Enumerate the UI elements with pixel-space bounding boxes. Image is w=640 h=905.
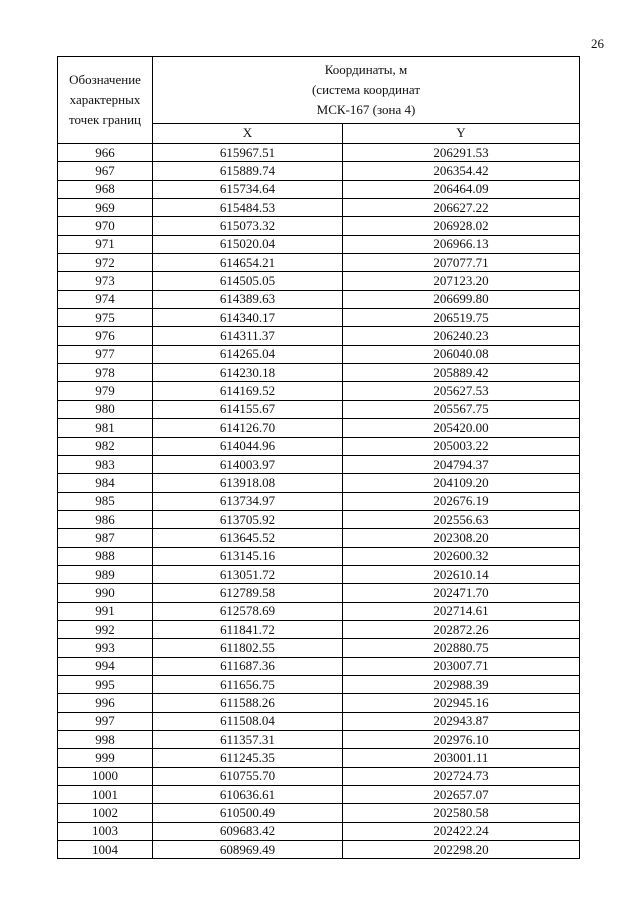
y-coordinate-cell: 206966.13 <box>343 235 580 253</box>
point-number-cell: 974 <box>58 290 153 308</box>
point-number-cell: 986 <box>58 510 153 528</box>
x-coordinate-cell: 610500.49 <box>153 804 343 822</box>
point-number-cell: 973 <box>58 272 153 290</box>
header-coordinates-line: (система координат <box>311 81 421 97</box>
y-coordinate-cell: 206040.08 <box>343 345 580 363</box>
table-row <box>58 437 580 455</box>
point-number-cell: 970 <box>58 217 153 235</box>
header-points-line: точек границ <box>68 112 142 127</box>
point-number-cell: 985 <box>58 492 153 510</box>
header-x: X <box>153 123 343 143</box>
y-coordinate-cell: 205003.22 <box>343 437 580 455</box>
x-coordinate-cell: 608969.49 <box>153 841 343 859</box>
table-row <box>58 144 580 162</box>
table-row <box>58 199 580 217</box>
table-row <box>58 841 580 859</box>
table-row <box>58 272 580 290</box>
point-number-cell: 992 <box>58 620 153 638</box>
table-header <box>58 57 580 144</box>
x-coordinate-cell: 610636.61 <box>153 786 343 804</box>
table-row <box>58 804 580 822</box>
x-coordinate-cell: 614654.21 <box>153 254 343 272</box>
header-points-line: характерных <box>69 92 141 107</box>
x-coordinate-cell: 613734.97 <box>153 492 343 510</box>
table-row <box>58 180 580 198</box>
point-number-cell: 983 <box>58 455 153 473</box>
y-coordinate-cell: 202580.58 <box>343 804 580 822</box>
table-row <box>58 547 580 565</box>
point-number-cell: 996 <box>58 694 153 712</box>
y-coordinate-cell: 206240.23 <box>343 327 580 345</box>
point-number-cell: 998 <box>58 731 153 749</box>
y-coordinate-cell: 207123.20 <box>343 272 580 290</box>
table-row <box>58 474 580 492</box>
x-coordinate-cell: 614155.67 <box>153 400 343 418</box>
header-points <box>58 57 153 144</box>
table-row <box>58 510 580 528</box>
table-row <box>58 639 580 657</box>
y-coordinate-cell: 202976.10 <box>343 731 580 749</box>
x-coordinate-cell: 615020.04 <box>153 235 343 253</box>
table-row <box>58 712 580 730</box>
y-coordinate-cell: 202422.24 <box>343 822 580 840</box>
point-number-cell: 967 <box>58 162 153 180</box>
table-row <box>58 786 580 804</box>
y-coordinate-cell: 206291.53 <box>343 144 580 162</box>
x-coordinate-cell: 613918.08 <box>153 474 343 492</box>
table-row <box>58 767 580 785</box>
point-number-cell: 987 <box>58 529 153 547</box>
table-body <box>58 144 580 859</box>
point-number-cell: 978 <box>58 364 153 382</box>
x-coordinate-cell: 611357.31 <box>153 731 343 749</box>
y-coordinate-cell: 206928.02 <box>343 217 580 235</box>
y-coordinate-cell: 202945.16 <box>343 694 580 712</box>
point-number-cell: 991 <box>58 602 153 620</box>
table-row <box>58 235 580 253</box>
x-coordinate-cell: 611841.72 <box>153 620 343 638</box>
y-coordinate-cell: 205889.42 <box>343 364 580 382</box>
x-coordinate-cell: 612789.58 <box>153 584 343 602</box>
coordinates-table <box>57 56 580 859</box>
y-coordinate-cell: 206354.42 <box>343 162 580 180</box>
point-number-cell: 995 <box>58 675 153 693</box>
x-coordinate-cell: 611656.75 <box>153 675 343 693</box>
x-coordinate-cell: 611245.35 <box>153 749 343 767</box>
x-coordinate-cell: 614340.17 <box>153 309 343 327</box>
y-coordinate-cell: 202600.32 <box>343 547 580 565</box>
point-number-cell: 982 <box>58 437 153 455</box>
point-number-cell: 990 <box>58 584 153 602</box>
y-coordinate-cell: 202943.87 <box>343 712 580 730</box>
x-coordinate-cell: 613645.52 <box>153 529 343 547</box>
point-number-cell: 984 <box>58 474 153 492</box>
y-coordinate-cell: 206464.09 <box>343 180 580 198</box>
point-number-cell: 1001 <box>58 786 153 804</box>
x-coordinate-cell: 615967.51 <box>153 144 343 162</box>
header-coordinates-line: Координаты, м <box>324 61 408 77</box>
point-number-cell: 968 <box>58 180 153 198</box>
y-coordinate-cell: 202308.20 <box>343 529 580 547</box>
x-coordinate-cell: 614230.18 <box>153 364 343 382</box>
y-coordinate-cell: 206699.80 <box>343 290 580 308</box>
point-number-cell: 980 <box>58 400 153 418</box>
point-number-cell: 999 <box>58 749 153 767</box>
x-coordinate-cell: 614003.97 <box>153 455 343 473</box>
x-coordinate-cell: 611687.36 <box>153 657 343 675</box>
y-coordinate-cell: 202988.39 <box>343 675 580 693</box>
page-number: 26 <box>591 36 604 51</box>
point-number-cell: 994 <box>58 657 153 675</box>
point-number-cell: 979 <box>58 382 153 400</box>
header-coordinates <box>153 57 580 124</box>
x-coordinate-cell: 615734.64 <box>153 180 343 198</box>
table-row <box>58 382 580 400</box>
y-coordinate-cell: 205420.00 <box>343 419 580 437</box>
x-coordinate-cell: 610755.70 <box>153 767 343 785</box>
x-coordinate-cell: 614265.04 <box>153 345 343 363</box>
x-coordinate-cell: 613051.72 <box>153 565 343 583</box>
x-coordinate-cell: 611588.26 <box>153 694 343 712</box>
table-row <box>58 822 580 840</box>
table-row <box>58 455 580 473</box>
y-coordinate-cell: 202610.14 <box>343 565 580 583</box>
y-coordinate-cell: 207077.71 <box>343 254 580 272</box>
table-row <box>58 419 580 437</box>
table-row <box>58 694 580 712</box>
y-coordinate-cell: 202714.61 <box>343 602 580 620</box>
x-coordinate-cell: 611508.04 <box>153 712 343 730</box>
x-coordinate-cell: 615073.32 <box>153 217 343 235</box>
table-row <box>58 565 580 583</box>
table-row <box>58 309 580 327</box>
y-coordinate-cell: 203007.71 <box>343 657 580 675</box>
y-coordinate-cell: 202872.26 <box>343 620 580 638</box>
x-coordinate-cell: 613705.92 <box>153 510 343 528</box>
table-row <box>58 364 580 382</box>
x-coordinate-cell: 614044.96 <box>153 437 343 455</box>
y-coordinate-cell: 204794.37 <box>343 455 580 473</box>
header-points-line: Обозначение <box>69 72 141 87</box>
table-row <box>58 731 580 749</box>
table-row <box>58 290 580 308</box>
point-number-cell: 1003 <box>58 822 153 840</box>
x-coordinate-cell: 609683.42 <box>153 822 343 840</box>
y-coordinate-cell: 202298.20 <box>343 841 580 859</box>
table-row <box>58 602 580 620</box>
y-coordinate-cell: 203001.11 <box>343 749 580 767</box>
point-number-cell: 988 <box>58 547 153 565</box>
point-number-cell: 993 <box>58 639 153 657</box>
table-row <box>58 345 580 363</box>
x-coordinate-cell: 614169.52 <box>153 382 343 400</box>
point-number-cell: 972 <box>58 254 153 272</box>
table-row <box>58 584 580 602</box>
table-row <box>58 749 580 767</box>
point-number-cell: 1002 <box>58 804 153 822</box>
table-row <box>58 162 580 180</box>
y-coordinate-cell: 205627.53 <box>343 382 580 400</box>
y-coordinate-cell: 202471.70 <box>343 584 580 602</box>
point-number-cell: 975 <box>58 309 153 327</box>
table-row <box>58 400 580 418</box>
point-number-cell: 969 <box>58 199 153 217</box>
table-row <box>58 254 580 272</box>
point-number-cell: 977 <box>58 345 153 363</box>
y-coordinate-cell: 204109.20 <box>343 474 580 492</box>
header-y: Y <box>343 123 580 143</box>
point-number-cell: 981 <box>58 419 153 437</box>
y-coordinate-cell: 202880.75 <box>343 639 580 657</box>
x-coordinate-cell: 614505.05 <box>153 272 343 290</box>
y-coordinate-cell: 206627.22 <box>343 199 580 217</box>
x-coordinate-cell: 611802.55 <box>153 639 343 657</box>
table-row <box>58 217 580 235</box>
table-row <box>58 675 580 693</box>
table-row <box>58 492 580 510</box>
point-number-cell: 1004 <box>58 841 153 859</box>
y-coordinate-cell: 205567.75 <box>343 400 580 418</box>
x-coordinate-cell: 612578.69 <box>153 602 343 620</box>
x-coordinate-cell: 615484.53 <box>153 199 343 217</box>
y-coordinate-cell: 206519.75 <box>343 309 580 327</box>
point-number-cell: 989 <box>58 565 153 583</box>
x-coordinate-cell: 614311.37 <box>153 327 343 345</box>
table-row <box>58 327 580 345</box>
y-coordinate-cell: 202676.19 <box>343 492 580 510</box>
header-coordinates-line: МСК-167 (зона 4) <box>316 101 416 117</box>
x-coordinate-cell: 614389.63 <box>153 290 343 308</box>
y-coordinate-cell: 202724.73 <box>343 767 580 785</box>
x-coordinate-cell: 614126.70 <box>153 419 343 437</box>
point-number-cell: 966 <box>58 144 153 162</box>
point-number-cell: 1000 <box>58 767 153 785</box>
x-coordinate-cell: 613145.16 <box>153 547 343 565</box>
y-coordinate-cell: 202556.63 <box>343 510 580 528</box>
table-row <box>58 620 580 638</box>
table-row <box>58 529 580 547</box>
y-coordinate-cell: 202657.07 <box>343 786 580 804</box>
point-number-cell: 971 <box>58 235 153 253</box>
x-coordinate-cell: 615889.74 <box>153 162 343 180</box>
point-number-cell: 997 <box>58 712 153 730</box>
point-number-cell: 976 <box>58 327 153 345</box>
table-row <box>58 657 580 675</box>
